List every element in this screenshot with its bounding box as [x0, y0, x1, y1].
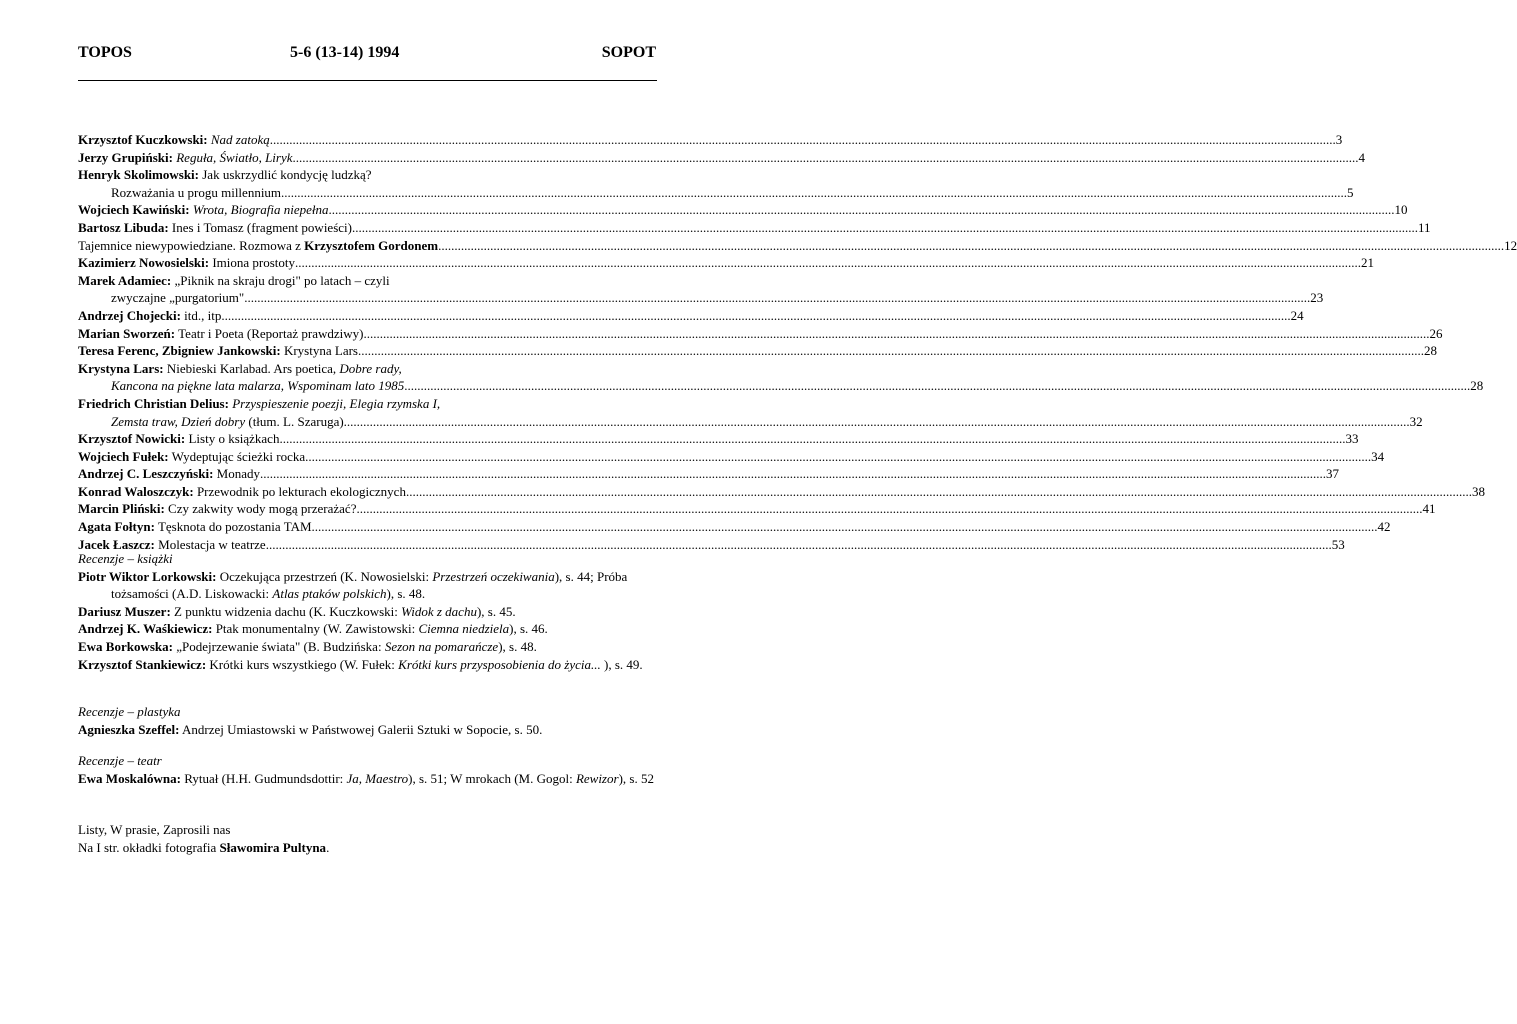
review-book-title: Atlas ptaków polskich — [272, 586, 387, 602]
toc-title: itd., itp. — [184, 307, 225, 323]
toc-title: Niebieski Karlabad. Ars poetica, — [166, 360, 337, 376]
toc-entry-continuation — [78, 184, 1354, 202]
toc-page: 41 — [1422, 501, 1436, 517]
footer-line — [78, 839, 663, 857]
toc-page: 26 — [1429, 325, 1443, 341]
toc-author: Jacek Łaszcz: — [78, 536, 155, 552]
leader-dots — [352, 219, 1418, 237]
toc-author: Krzysztof Kuczkowski: — [78, 132, 208, 147]
toc-title: Ines i Tomasz (fragment powieści) — [171, 219, 352, 235]
leader-dots — [260, 465, 1326, 483]
toc-title: Rozważania u progu millennium — [111, 184, 282, 200]
toc-entry — [78, 430, 1359, 448]
section-heading: Recenzje – teatr — [78, 753, 162, 768]
leader-dots — [305, 448, 1371, 466]
review-text: ), s. 48. — [386, 586, 426, 602]
review-entry — [78, 770, 663, 788]
toc-entry — [78, 483, 1485, 501]
toc-entry — [78, 254, 1374, 272]
toc-author: Marcin Pliński: — [78, 501, 165, 517]
issue-number: 5-6 (13-14) 1994 — [290, 44, 400, 61]
review-text: Rytuał (H.H. Gudmundsdottir: — [184, 770, 344, 786]
leader-dots — [279, 430, 1345, 448]
review-text: „Podejrzewanie świata" (B. Budzińska: — [176, 638, 382, 654]
toc-author: Kazimierz Nowosielski: — [78, 255, 210, 271]
leader-dots — [293, 149, 1359, 167]
toc-page: 32 — [1409, 413, 1423, 429]
review-text: Krótki kurs wszystkiego (W. Fułek: — [209, 656, 395, 672]
review-text: ), s. 44; Próba tożsamości (A.D. Liskowacki: — [111, 568, 628, 602]
review-text: Oczekująca przestrzeń (K. Nowosielski: — [219, 568, 430, 584]
table-of-contents — [78, 131, 1517, 553]
toc-page: 53 — [1331, 536, 1345, 552]
toc-author: Friedrich Christian Delius: — [78, 395, 229, 411]
toc-title: Przewodnik po lekturach ekologicznych — [196, 483, 406, 499]
toc-author: Krystyna Lars: — [78, 360, 164, 376]
review-entry — [78, 656, 663, 674]
review-entry — [78, 603, 663, 621]
toc-entry — [78, 448, 1385, 466]
toc-title: Krystyna Lars — [283, 343, 358, 359]
toc-title: Monady — [216, 466, 260, 482]
leader-dots — [225, 307, 1291, 325]
toc-title: Czy zakwity wody mogą przerażać? — [168, 501, 357, 517]
toc-page: 34 — [1371, 448, 1385, 464]
review-author: Andrzej K. Waśkiewicz: — [78, 621, 213, 637]
leader-dots — [364, 325, 1430, 343]
toc-title: Teatr i Poeta (Reportaż prawdziwy) — [178, 325, 364, 341]
toc-author: Krzysztofem Gordonem — [304, 237, 439, 253]
toc-title: Wrota, Biografia niepełna — [192, 202, 329, 218]
toc-entry — [78, 219, 1431, 237]
toc-author: Jerzy Grupiński: — [78, 149, 173, 165]
toc-title: zwyczajne „purgatorium" — [111, 290, 245, 306]
toc-page: 21 — [1361, 255, 1374, 271]
reviews-theatre-section — [78, 752, 663, 787]
toc-entry — [78, 360, 656, 378]
leader-dots — [438, 237, 1504, 255]
toc-author: Konrad Waloszczyk: — [78, 483, 194, 499]
review-text: Andrzej Umiastowski w Państwowej Galerii Sztuki w Sopocie, s. 50. — [182, 721, 543, 737]
leader-dots — [406, 483, 1472, 501]
review-text: Ptak monumentalny (W. Zawistowski: — [215, 621, 416, 637]
leader-dots — [358, 342, 1424, 360]
toc-entry — [78, 131, 1343, 149]
section-heading: Recenzje – książki — [78, 551, 173, 566]
toc-author: Andrzej Chojecki: — [78, 307, 181, 323]
header-rule — [78, 80, 657, 81]
leader-dots — [404, 377, 1470, 395]
review-text: ), s. 51; W mrokach (M. Gogol: — [408, 770, 573, 786]
review-text: ), s. 48. — [498, 638, 537, 654]
toc-page: 28 — [1470, 378, 1484, 394]
toc-entry — [78, 342, 1437, 360]
toc-author: Wojciech Fułek: — [78, 448, 169, 464]
leader-dots — [295, 254, 1361, 272]
toc-entry-continuation — [78, 289, 1324, 307]
toc-title: Kancona na piękne lata malarza, Wspominam lato 1985 — [111, 378, 405, 394]
toc-entry — [78, 325, 1443, 343]
page-header — [78, 44, 656, 66]
footer-text: Na I str. okładki fotografia — [78, 839, 217, 855]
toc-author: Teresa Ferenc, Zbigniew Jankowski: — [78, 343, 281, 359]
toc-entry — [78, 518, 1391, 536]
toc-entry — [78, 395, 656, 413]
review-author: Agnieszka Szeffel: — [78, 721, 180, 737]
leader-dots — [312, 518, 1378, 536]
review-text: ), s. 49. — [603, 656, 643, 672]
leader-dots — [356, 500, 1422, 518]
review-entry — [78, 638, 663, 656]
toc-title: Nad zatoką — [210, 132, 270, 147]
toc-title: Jak uskrzydlić kondycję ludzką? — [202, 167, 372, 183]
reviews-art-section — [78, 703, 663, 738]
review-text: ), s. 52 — [618, 770, 654, 786]
review-book-title: Sezon na pomarańcze — [384, 638, 499, 654]
toc-page: 23 — [1310, 290, 1324, 306]
review-text: ), s. 46. — [509, 621, 548, 637]
toc-page: 24 — [1290, 307, 1304, 323]
toc-page: 4 — [1358, 149, 1366, 165]
toc-entry-continuation — [78, 377, 1484, 395]
toc-author: Krzysztof Nowicki: — [78, 431, 186, 447]
review-entry — [78, 568, 663, 603]
toc-author: Bartosz Libuda: — [78, 219, 169, 235]
toc-title: Listy o książkach — [188, 431, 280, 447]
footer-notes — [78, 821, 663, 856]
toc-page: 28 — [1423, 343, 1437, 359]
toc-title: Wydeptując ścieżki rocka — [171, 448, 306, 464]
toc-page: 37 — [1326, 466, 1339, 482]
footer-line: Listy, W prasie, Zaprosili nas — [78, 822, 231, 837]
toc-title: Dobre rady, — [339, 360, 402, 376]
toc-author: Wojciech Kawiński: — [78, 202, 190, 218]
toc-title: Imiona prostoty — [212, 255, 295, 271]
review-author: Krzysztof Stankiewicz: — [78, 656, 207, 672]
reviews-books-section — [78, 550, 663, 673]
toc-title: Przyspieszenie poezji, Elegia rzymska I, — [232, 395, 441, 411]
review-text: Z punktu widzenia dachu (K. Kuczkowski: — [174, 603, 398, 619]
toc-entry — [78, 500, 1436, 518]
toc-page: 10 — [1394, 202, 1408, 218]
toc-page: 38 — [1471, 483, 1485, 499]
toc-entry — [78, 307, 1304, 325]
toc-translator: (tłum. L. Szaruga) — [248, 413, 344, 429]
toc-title: Zemsta traw, Dzień dobry — [111, 413, 246, 429]
review-entry — [78, 620, 663, 638]
section-heading: Recenzje – plastyka — [78, 704, 181, 719]
toc-entry-continuation — [78, 413, 1423, 431]
toc-title: Tajemnice niewypowiedziane. Rozmowa z — [78, 237, 301, 253]
review-text: ), s. 45. — [476, 603, 516, 619]
review-book-title: Ciemna niedziela — [418, 621, 510, 637]
review-book-title: Przestrzeń oczekiwania — [432, 568, 555, 584]
review-entry — [78, 721, 663, 739]
toc-page: 11 — [1417, 219, 1431, 235]
photographer-name: Sławomira Pultyna — [219, 839, 327, 855]
review-author: Piotr Wiktor Lorkowski: — [78, 568, 217, 584]
toc-entry — [78, 272, 656, 290]
review-book-title: Krótki kurs przysposobienia do życia... — [398, 656, 601, 672]
toc-title: „Piknik na skraju drogi" po latach – czyli — [174, 272, 390, 288]
footer-text: . — [326, 839, 330, 855]
toc-entry — [78, 465, 1339, 483]
leader-dots — [244, 289, 1310, 307]
leader-dots — [344, 413, 1410, 431]
leader-dots — [270, 131, 1336, 149]
toc-author: Marek Adamiec: — [78, 272, 172, 288]
leader-dots — [329, 201, 1395, 219]
toc-page: 5 — [1347, 184, 1354, 200]
toc-page: 3 — [1335, 132, 1343, 147]
review-book-title: Widok z dachu — [401, 603, 477, 619]
toc-author: Agata Fołtyn: — [78, 519, 155, 535]
review-author: Ewa Borkowska: — [78, 638, 173, 654]
toc-page: 12 — [1504, 237, 1517, 253]
toc-title: Reguła, Światło, Liryk — [176, 149, 293, 165]
journal-name: TOPOS — [78, 44, 132, 61]
toc-author: Andrzej C. Leszczyński: — [78, 466, 214, 482]
leader-dots — [281, 184, 1347, 202]
toc-author: Henryk Skolimowski: — [78, 167, 199, 183]
review-play-title: Rewizor — [575, 770, 619, 786]
toc-title: Tęsknota do pozostania TAM — [157, 519, 312, 535]
toc-entry — [78, 201, 1408, 219]
toc-title: Molestacja w teatrze — [158, 536, 266, 552]
toc-page: 33 — [1345, 431, 1359, 447]
review-play-title: Ja, Maestro — [346, 770, 409, 786]
toc-author: Marian Sworzeń: — [78, 325, 176, 341]
city-name: SOPOT — [601, 44, 656, 61]
review-author: Dariusz Muszer: — [78, 603, 171, 619]
toc-entry — [78, 149, 1366, 167]
review-author: Ewa Moskalówna: — [78, 770, 181, 786]
toc-entry — [78, 237, 1517, 255]
toc-page: 42 — [1377, 519, 1391, 535]
toc-entry — [78, 166, 656, 184]
